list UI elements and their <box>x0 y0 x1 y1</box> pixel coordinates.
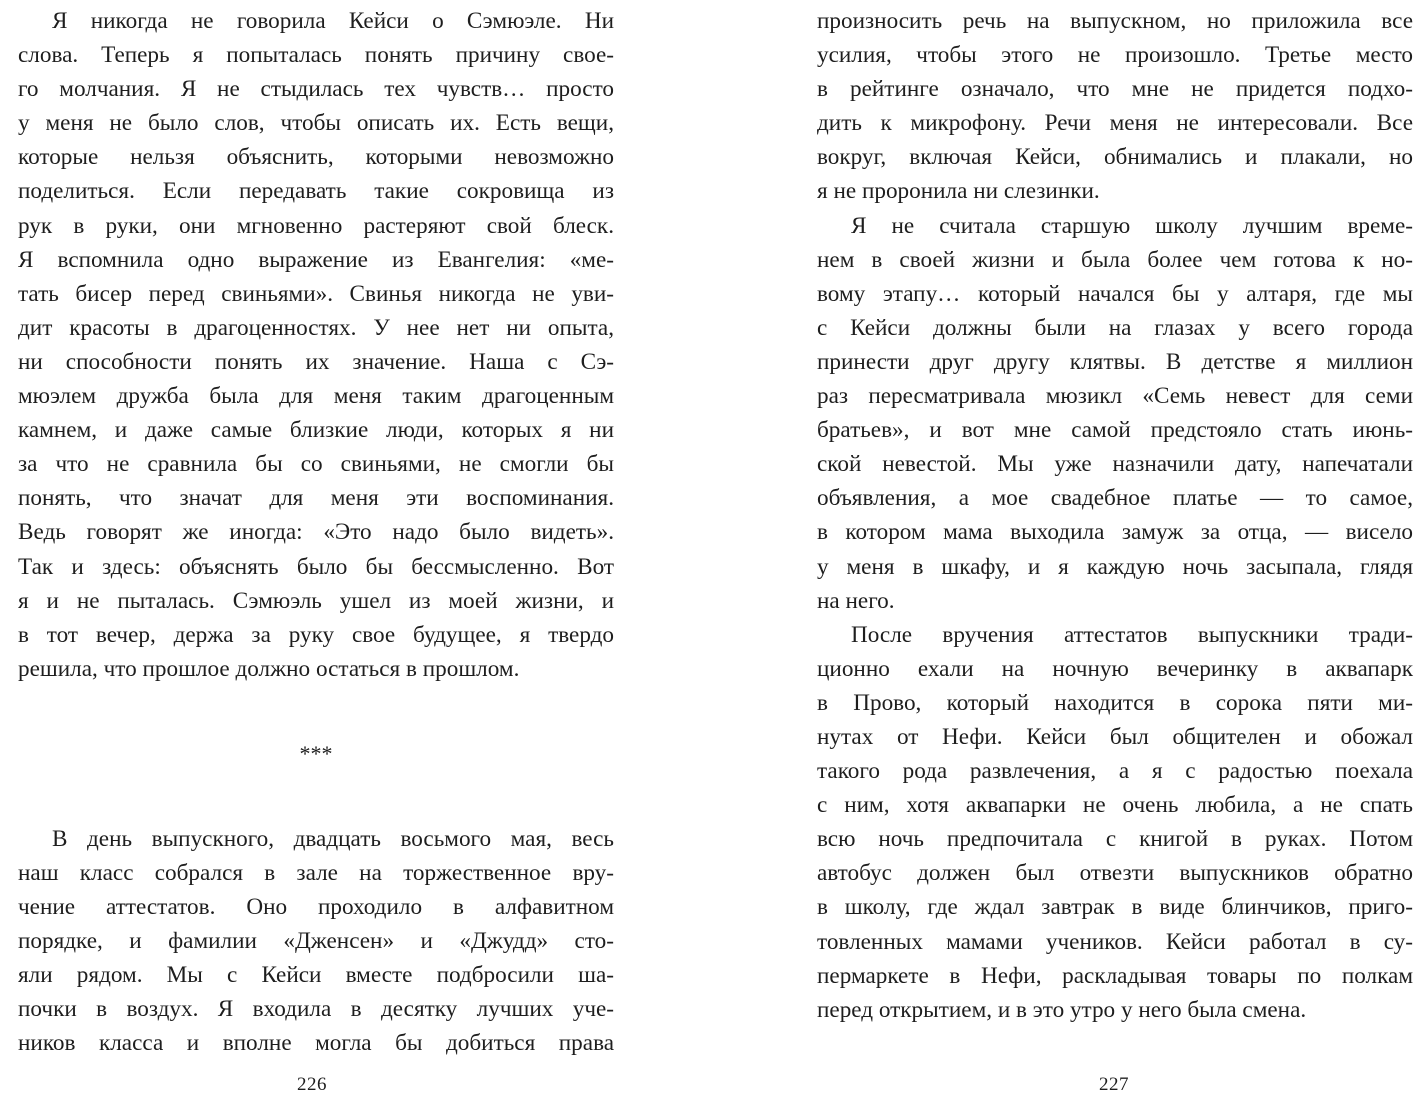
text-line: объявления, а мое свадебное платье — то самое, <box>817 485 1413 512</box>
text-line: нем в своей жизни и была более чем готова к но- <box>817 246 1413 273</box>
text-line: принести друг другу клятвы. В детстве я миллион <box>817 348 1413 375</box>
text-line: вокруг, включая Кейси, обнимались и плакали, но <box>817 144 1413 171</box>
text-line: После вручения аттестатов выпускники тради- <box>851 621 1413 648</box>
text-line: Я никогда не говорила Кейси о Сэмюэле. Ни <box>52 8 614 34</box>
right-page <box>714 0 1428 1108</box>
text-line: в Прово, который находится в сорока пяти ми- <box>817 689 1413 716</box>
text-line: вому этапу… который начался бы у алтаря, где мы <box>817 280 1413 307</box>
text-line: слова. Теперь я попыталась понять причину свое- <box>18 42 614 69</box>
text-line: автобус должен был отвезти выпускников обратно <box>817 860 1413 887</box>
text-line: Я вспомнила одно выражение из Евангелия: «ме- <box>18 246 614 273</box>
text-line: ской невестой. Мы уже назначили дату, напечатали <box>817 451 1413 478</box>
text-line: всю ночь предпочитала с книгой в руках. Потом <box>817 826 1413 853</box>
text-line: я не проронила ни слезинки. <box>817 178 1100 205</box>
text-line: в котором мама выходила замуж за отца, — висело <box>817 519 1413 546</box>
text-line: яли рядом. Мы с Кейси вместе подбросили ша- <box>18 962 614 989</box>
right-page-text <box>817 4 1413 1027</box>
text-line: с ним, хотя аквапарки не очень любила, а не спать <box>817 792 1413 819</box>
text-line: го молчания. Я не стыдилась тех чувств… просто <box>18 76 614 103</box>
text-line: понять, что значат для меня эти воспоминания. <box>18 485 614 512</box>
text-line: дит красоты в драгоценностях. У нее нет ни опыта, <box>18 314 614 341</box>
page-number: 226 <box>297 1074 327 1095</box>
text-line: пермаркете в Нефи, раскладывая товары по полкам <box>817 962 1413 989</box>
text-line: нутах от Нефи. Кейси был общителен и обожал <box>817 723 1413 750</box>
text-line: товленных мамами учеников. Кейси работал в су- <box>817 928 1413 955</box>
paragraph <box>817 618 1413 1027</box>
text-line: произносить речь на выпускном, но приложила все <box>817 8 1413 34</box>
paragraph <box>817 4 1413 209</box>
text-line: усилия, чтобы этого не произошло. Третье место <box>817 42 1413 69</box>
text-line: Ведь говорят же иногда: «Это надо было видеть». <box>18 519 614 546</box>
text-line: в тот вечер, держа за руку свое будущее, я твердо <box>18 621 614 648</box>
text-line: решила, что прошлое должно остаться в прошлом. <box>18 655 520 682</box>
text-line: раз пересматривала мюзикл «Семь невест для семи <box>817 383 1413 410</box>
page-number: 227 <box>1099 1074 1129 1095</box>
text-line: которые нельзя объяснить, которыми невозможно <box>18 144 614 171</box>
paragraph <box>817 209 1413 618</box>
text-line: рук в руки, они мгновенно растеряют свой блеск. <box>18 212 614 239</box>
text-line: тать бисер перед свиньями». Свинья никогда не уви- <box>18 280 614 307</box>
text-line: с Кейси должны были на глазах у всего города <box>817 314 1413 341</box>
text-line: у меня не было слов, чтобы описать их. Есть вещи, <box>18 110 614 137</box>
text-line: перед открытием, и в это утро у него была смена. <box>817 996 1307 1023</box>
text-line: на него. <box>817 587 895 614</box>
text-line: чение аттестатов. Оно проходило в алфавитном <box>18 894 614 921</box>
text-line: Я не считала старшую школу лучшим време- <box>851 212 1413 239</box>
spacer <box>18 686 614 720</box>
text-line: наш класс собрался в зале на торжественное вру- <box>18 859 614 886</box>
text-line: ни способности понять их значение. Наша с Сэ- <box>18 348 614 375</box>
text-line: В день выпускного, двадцать восьмого мая, весь <box>52 825 614 852</box>
text-line: мюэлем дружба была для меня таким драгоценным <box>18 383 614 410</box>
text-line: ционно ехали на ночную вечеринку в аквапарк <box>817 655 1413 682</box>
text-line: дить к микрофону. Речи меня не интересовали. Все <box>817 110 1413 137</box>
paragraph <box>18 4 614 686</box>
text-line: порядке, и фамилии «Дженсен» и «Джудд» сто- <box>18 928 614 955</box>
text-line: у меня в шкафу, и я каждую ночь засыпала, глядя <box>817 553 1413 580</box>
text-line: я и не пыталась. Сэмюэль ушел из моей жизни, и <box>18 587 614 614</box>
text-line: Так и здесь: объяснять было бы бессмысленно. Вот <box>18 553 614 580</box>
text-line: в школу, где ждал завтрак в виде блинчиков, приго- <box>817 894 1413 921</box>
text-line: почки в воздух. Я входила в десятку лучших уче- <box>18 996 614 1023</box>
text-line: камнем, и даже самые близкие люди, которых я ни <box>18 417 614 444</box>
text-line: братьев», и вот мне самой предстояло стать июнь- <box>817 417 1413 444</box>
text-line: такого рода развлечения, а я с радостью поехала <box>817 758 1413 785</box>
text-line: за что не сравнила бы со свиньями, не смогли бы <box>18 451 614 478</box>
paragraph <box>18 822 614 1061</box>
left-page-text <box>18 4 614 1061</box>
text-line: поделиться. Если передавать такие сокровища из <box>18 178 614 205</box>
section-separator: *** <box>299 740 333 766</box>
text-line: ников класса и вполне могла бы добиться права <box>18 1030 614 1057</box>
text-line: в рейтинге означало, что мне не придется подхо- <box>817 76 1413 103</box>
